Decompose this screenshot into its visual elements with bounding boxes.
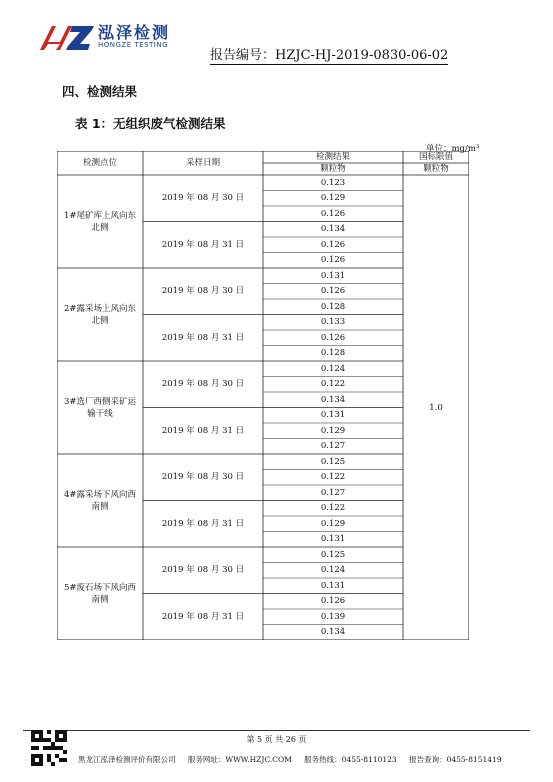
result-value: 0.134: [320, 627, 346, 638]
result-value: 0.131: [320, 534, 346, 545]
sample-date: 2019 年 08 月 31 日: [161, 518, 245, 529]
footer-website: 服务网址：WWW.HZJC.COM: [187, 755, 292, 764]
result-value: 0.124: [320, 565, 346, 576]
result-value: 0.126: [320, 208, 346, 219]
footer-divider: [23, 730, 530, 731]
header-result: 检测结果: [315, 152, 350, 162]
point-name: 2#露采场上风向东北侧: [63, 303, 137, 326]
logo-chinese-name: 泓泽检测: [98, 23, 171, 42]
result-value: 0.131: [320, 580, 346, 591]
unit-label: 单位：mg/m³: [426, 144, 480, 154]
result-value: 0.133: [320, 317, 346, 328]
result-value: 0.124: [320, 363, 346, 374]
point-name: 3#选厂西侧采矿运输干线: [63, 396, 137, 419]
sample-date: 2019 年 08 月 30 日: [161, 193, 245, 204]
point-name: 4#露采场下风向西南侧: [63, 489, 137, 512]
sample-date: 2019 年 08 月 31 日: [161, 611, 245, 622]
company-logo: [38, 20, 188, 54]
footer-company: 黑龙江泓泽检测评价有限公司: [78, 755, 176, 764]
result-value: 0.127: [320, 441, 346, 452]
header-limit: 国标限值: [418, 152, 453, 162]
header-date: 采样日期: [185, 158, 220, 168]
footer-report-query: 报告查询：0455-8151419: [409, 755, 502, 764]
sample-date: 2019 年 08 月 30 日: [161, 472, 245, 483]
result-value: 0.126: [320, 332, 346, 343]
results-table: [57, 151, 469, 640]
result-value: 0.122: [320, 503, 346, 514]
result-value: 0.127: [320, 487, 346, 498]
result-value: 0.125: [320, 456, 346, 467]
footer-info: [78, 754, 512, 765]
result-value: 0.122: [320, 379, 346, 390]
sample-date: 2019 年 08 月 30 日: [161, 286, 245, 297]
section-title: 四、检测结果: [62, 84, 138, 99]
hz-logo-icon: [38, 20, 96, 54]
result-value: 0.126: [320, 255, 346, 266]
result-value: 0.128: [320, 348, 346, 359]
report-number-text: 报告编号：HZJC-HJ-2019-0830-06-02: [210, 48, 449, 63]
result-value: 0.126: [320, 596, 346, 607]
result-value: 0.122: [320, 472, 346, 483]
point-name: 5#废石场下风向西南侧: [63, 582, 137, 605]
result-value: 0.125: [320, 549, 346, 560]
header-limit-sub: 颗粒物: [423, 164, 449, 174]
page-number: 第 5 页 共 26 页: [246, 735, 307, 744]
result-value: 0.131: [320, 410, 346, 421]
result-value: 0.129: [320, 425, 346, 436]
result-value: 0.126: [320, 286, 346, 297]
table-title: 表 1：无组织废气检测结果: [75, 116, 226, 131]
result-value: 0.129: [320, 518, 346, 529]
limit-value: 1.0: [429, 402, 443, 413]
report-number: [210, 44, 448, 63]
header-point: 检测点位: [82, 158, 117, 168]
result-value: 0.129: [320, 193, 346, 204]
result-value: 0.123: [320, 177, 346, 188]
header-result-sub: 颗粒物: [320, 164, 346, 174]
result-value: 0.126: [320, 239, 346, 250]
result-value: 0.128: [320, 301, 346, 312]
result-value: 0.139: [320, 611, 346, 622]
point-name: 1#尾矿库上风向东北侧: [63, 210, 137, 233]
result-value: 0.131: [320, 270, 346, 281]
sample-date: 2019 年 08 月 31 日: [161, 332, 245, 343]
footer-hotline: 服务热线：0455-8110123: [304, 755, 397, 764]
result-value: 0.134: [320, 394, 346, 405]
sample-date: 2019 年 08 月 31 日: [161, 425, 245, 436]
logo-english-name: HONGZE TESTING: [98, 41, 169, 49]
sample-date: 2019 年 08 月 30 日: [161, 379, 245, 390]
result-value: 0.134: [320, 224, 346, 235]
sample-date: 2019 年 08 月 31 日: [161, 239, 245, 250]
sample-date: 2019 年 08 月 30 日: [161, 565, 245, 576]
